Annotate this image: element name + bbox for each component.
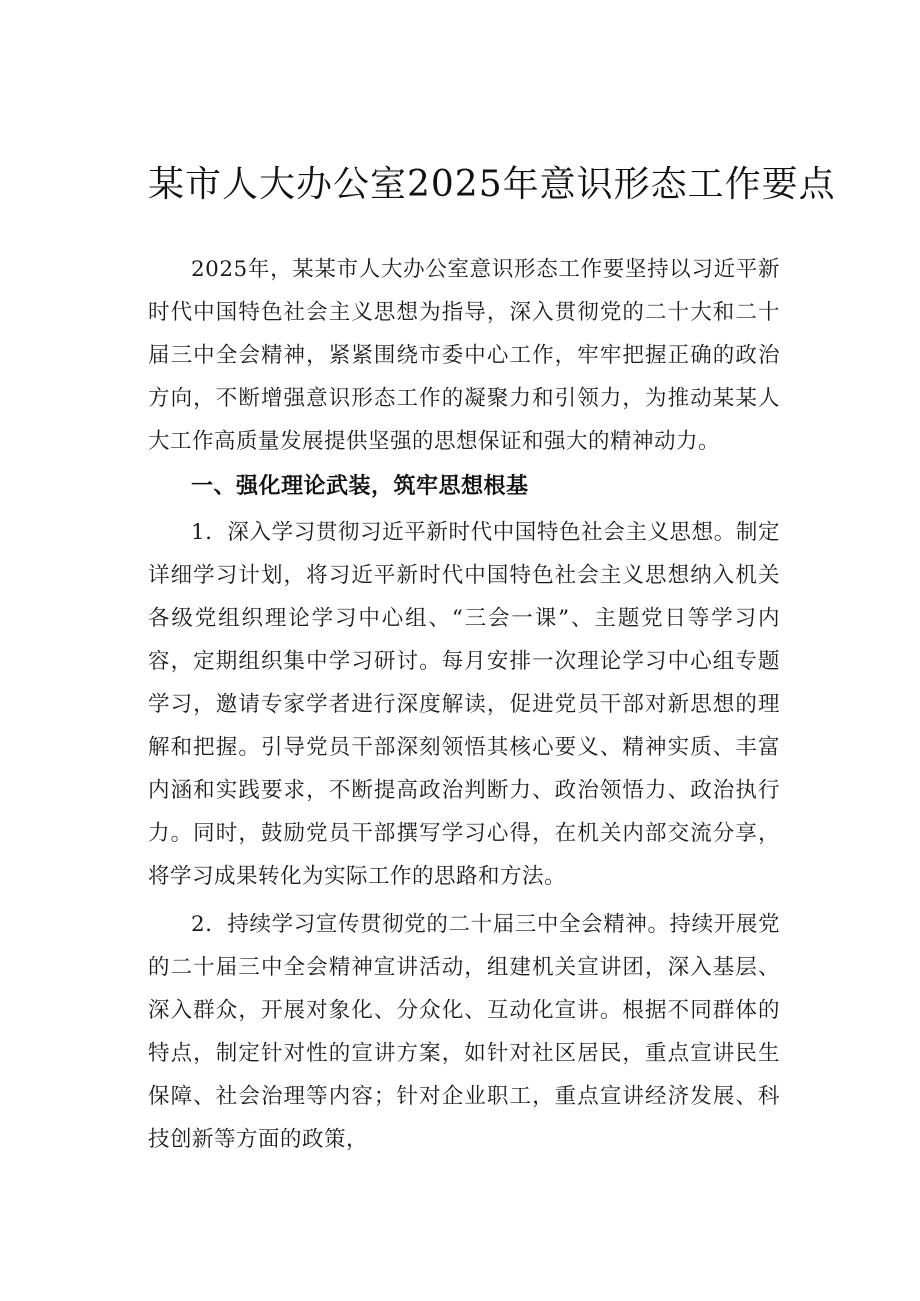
section1-item-1: 1．深入学习贯彻习近平新时代中国特色社会主义思想。制定详细学习计划，将习近平新时代中国特色社会主义思想纳入机关各级党组织理论学习中心组、“三会一课”、主题党日等学习内容，定期组织集中学习研讨。每月安排一次理论学习中心组专题学习，邀请专家学者进行深度解读，促进党员干部对新思想的理解和把握。引导党员干部深刻领悟其核心要义、精神实质、丰富内涵和实践要求，不断提高政治判断力、政治领悟力、政治执行力。同时，鼓励党员干部撰写学习心得，在机关内部交流分享，将学习成果转化为实际工作的思路和方法。 — [148, 520, 780, 889]
section-heading-1: 一、强化理论武装，筑牢思想根基 — [191, 474, 529, 499]
document-body — [148, 248, 780, 1161]
document-title: 某市人大办公室2025年意识形态工作要点 — [148, 164, 836, 205]
intro-paragraph: 2025年，某某市人大办公室意识形态工作要坚持以习近平新时代中国特色社会主义思想为指导，深入贯彻党的二十大和二十届三中全会精神，紧紧围绕市委中心工作，牢牢把握正确的政治方向，不断增强意识形态工作的凝聚力和引领力，为推动某某人大工作高质量发展提供坚强的思想保证和强大的精神动力。 — [148, 257, 780, 454]
section1-item-2: 2．持续学习宣传贯彻党的二十届三中全会精神。持续开展党的二十届三中全会精神宣讲活动，组建机关宣讲团，深入基层、深入群众，开展对象化、分众化、互动化宣讲。根据不同群体的特点，制定针对性的宣讲方案，如针对社区居民，重点宣讲民生保障、社会治理等内容；针对企业职工，重点宣讲经济发展、科技创新等方面的政策， — [148, 912, 780, 1152]
